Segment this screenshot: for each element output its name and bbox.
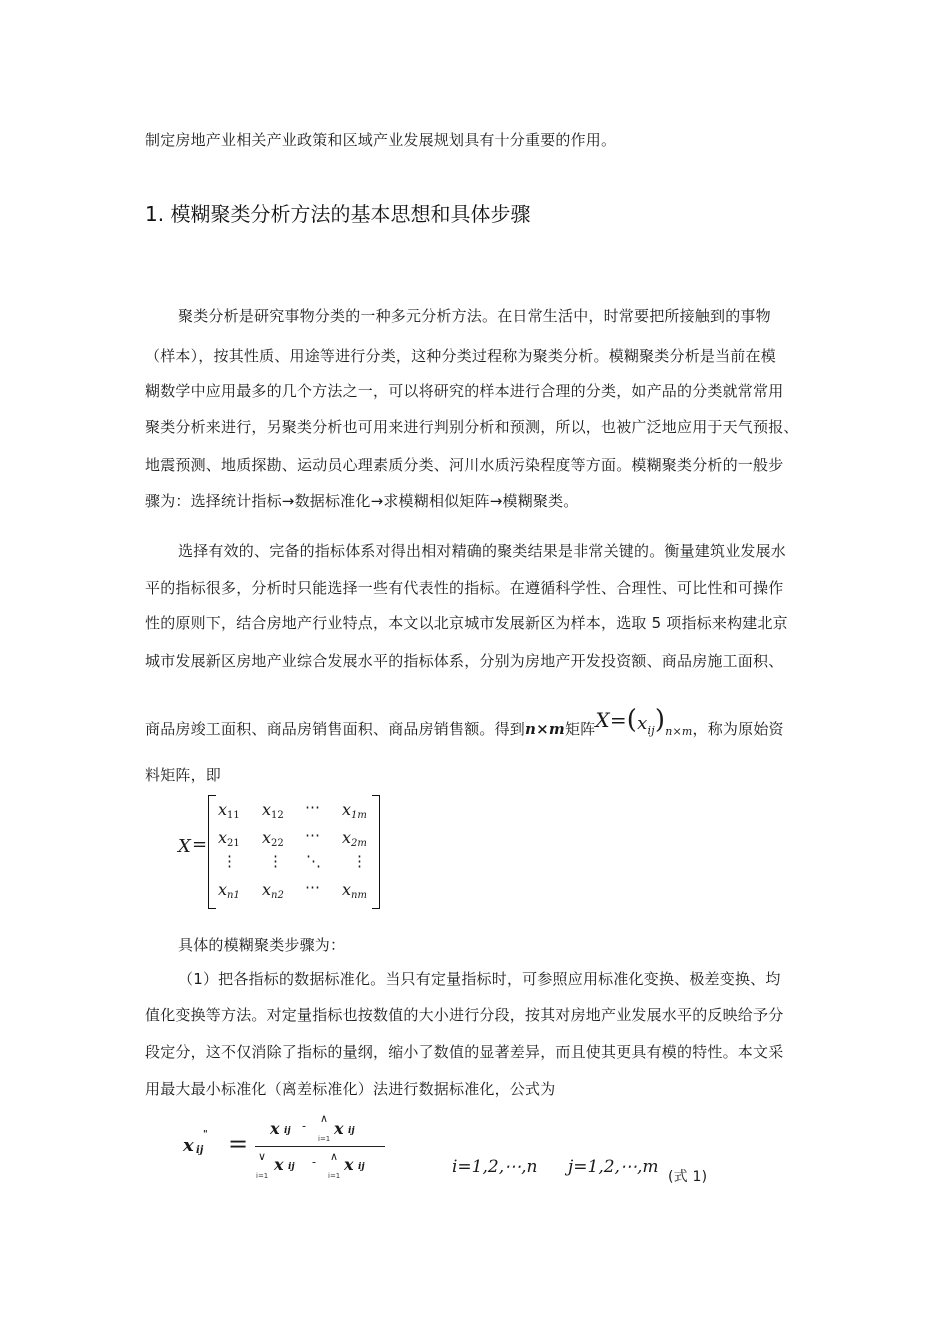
p2-line-3: 性的原则下，结合房地产行业特点，本文以北京城市发展新区为样本，选取 5 项指标来构建北京 bbox=[145, 614, 788, 632]
formula-tag: (式 1) bbox=[668, 1169, 708, 1185]
matrix-cell: $x_{21}$ bbox=[218, 828, 240, 849]
x-ij-symbol: x bbox=[637, 713, 648, 734]
matrix-cell: $x_{nm}$ bbox=[342, 880, 367, 901]
matrix-left-bracket bbox=[208, 795, 216, 909]
matrix-cell: $x_{n2}$ bbox=[262, 880, 284, 901]
matrix-hdots: ⋯ bbox=[305, 798, 320, 816]
matrix-cell: $x_{1m}$ bbox=[342, 800, 367, 821]
X-symbol: X bbox=[595, 708, 610, 732]
formula-den-max-sym: ∨ bbox=[258, 1150, 267, 1163]
p2-matrix-word: 矩阵 bbox=[564, 720, 596, 738]
formula-den-x1-sub: ij bbox=[288, 1162, 295, 1172]
formula-den-x1: x bbox=[274, 1155, 284, 1174]
right-paren: ) bbox=[654, 705, 666, 735]
equals-sign: = bbox=[609, 708, 627, 732]
matrix-ddots: ⋱ bbox=[306, 852, 321, 870]
step1-line-2: 值化变换等方法。对定量指标也按数值的大小进行分段，按其对房地产业发展水平的反映给予分 bbox=[145, 1006, 784, 1024]
nm-inline-math: n×m bbox=[525, 720, 565, 738]
matrix-cell: $x_{11}$ bbox=[218, 800, 240, 821]
p2-line-1: 选择有效的、完备的指标体系对得出相对精确的聚类结果是非常关键的。衡量建筑业发展水 bbox=[178, 542, 787, 560]
step1-line-3: 段定分，这不仅消除了指标的量纲，缩小了数值的显著差异，而且使其更具有模的特性。本文采 bbox=[145, 1043, 784, 1061]
matrix-equals: = bbox=[192, 834, 208, 855]
matrix-cell: $x_{n1}$ bbox=[218, 880, 240, 901]
formula-num-minus: - bbox=[302, 1119, 307, 1133]
formula-den-range-2: i=1 bbox=[328, 1172, 341, 1180]
left-paren: ( bbox=[626, 705, 638, 735]
formula-lhs: x bbox=[183, 1135, 194, 1156]
formula-cond-j: j=1,2,⋯,m bbox=[568, 1157, 659, 1177]
p2-line-2: 平的指标很多，分析时只能选择一些有代表性的指标。在遵循科学性、合理性、可比性和可操作 bbox=[145, 579, 784, 597]
section-heading: 1. 模糊聚类分析方法的基本思想和具体步骤 bbox=[145, 202, 531, 226]
p2-line-4: 城市发展新区房地产业综合发展水平的指标体系，分别为房地产开发投资额、商品房施工面积、 bbox=[145, 652, 784, 670]
formula-num-x1-sub: ij bbox=[284, 1126, 291, 1136]
formula-equals: = bbox=[228, 1130, 249, 1158]
matrix-label: X bbox=[178, 836, 191, 857]
formula-den-min-sym: ∧ bbox=[330, 1150, 339, 1163]
p1-line-1: 聚类分析是研究事物分类的一种多元分析方法。在日常生活中，时常要把所接触到的事物 bbox=[178, 307, 771, 325]
formula-den-minus: - bbox=[312, 1155, 317, 1169]
p1-line-3: 糊数学中应用最多的几个方法之一，可以将研究的样本进行合理的分类，如产品的分类就常常用 bbox=[145, 382, 784, 400]
nm-subscript: n×m bbox=[665, 725, 693, 738]
steps-title: 具体的模糊聚类步骤为： bbox=[178, 936, 346, 954]
formula-num-range: i=1 bbox=[318, 1135, 331, 1143]
p2-line-5-pre: 商品房竣工面积、商品房销售面积、商品房销售额。得到 bbox=[145, 720, 526, 738]
formula-fraction-bar bbox=[255, 1146, 385, 1147]
p1-line-6: 骤为：选择统计指标→数据标准化→求模糊相似矩阵→模糊聚类。 bbox=[145, 492, 579, 510]
p1-line-4: 聚类分析来进行，另聚类分析也可用来进行判别分析和预测，所以，也被广泛地应用于天气预报、 bbox=[145, 418, 799, 436]
p2-line-5-post: ，称为原始资 bbox=[692, 720, 784, 738]
formula-lhs-sup: " bbox=[203, 1130, 208, 1140]
formula-num-x1: x bbox=[270, 1119, 280, 1138]
formula-den-x2: x bbox=[344, 1155, 354, 1174]
matrix-hdots: ⋯ bbox=[305, 826, 320, 844]
formula-cond-i: i=1,2,⋯,n bbox=[452, 1157, 538, 1177]
matrix-hdots: ⋯ bbox=[305, 878, 320, 896]
matrix-cell: $x_{2m}$ bbox=[342, 828, 367, 849]
step1-line-1: （1）把各指标的数据标准化。当只有定量指标时，可参照应用标准化变换、极差变换、均 bbox=[178, 970, 781, 988]
formula-den-x2-sub: ij bbox=[358, 1162, 365, 1172]
formula-num-x2: x bbox=[334, 1119, 344, 1138]
matrix-vdots: ⋮ bbox=[222, 852, 237, 870]
ij-subscript: ij bbox=[647, 724, 655, 737]
p1-line-2: （样本），按其性质、用途等进行分类，这种分类过程称为聚类分析。模糊聚类分析是当前在模 bbox=[145, 347, 776, 365]
formula-num-x2-sub: ij bbox=[348, 1126, 355, 1136]
matrix-cell: $x_{12}$ bbox=[262, 800, 284, 821]
p1-line-5: 地震预测、地质探勘、运动员心理素质分类、河川水质污染程度等方面。模糊聚类分析的一般步 bbox=[145, 456, 784, 474]
formula-num-min-sym: ∧ bbox=[320, 1112, 329, 1125]
formula-den-range-1: i=1 bbox=[256, 1172, 269, 1180]
matrix-cell: $x_{22}$ bbox=[262, 828, 284, 849]
matrix-right-bracket bbox=[372, 795, 380, 909]
intro-line: 制定房地产业相关产业政策和区域产业发展规划具有十分重要的作用。 bbox=[145, 131, 617, 149]
p2-line-6: 料矩阵，即 bbox=[145, 766, 222, 784]
matrix-vdots: ⋮ bbox=[352, 852, 367, 870]
p2-line-5 bbox=[145, 705, 784, 741]
formula-lhs-sub: ij bbox=[196, 1145, 204, 1156]
step1-line-4: 用最大最小标准化（离差标准化）法进行数据标准化，公式为 bbox=[145, 1080, 556, 1098]
matrix-vdots: ⋮ bbox=[268, 852, 283, 870]
